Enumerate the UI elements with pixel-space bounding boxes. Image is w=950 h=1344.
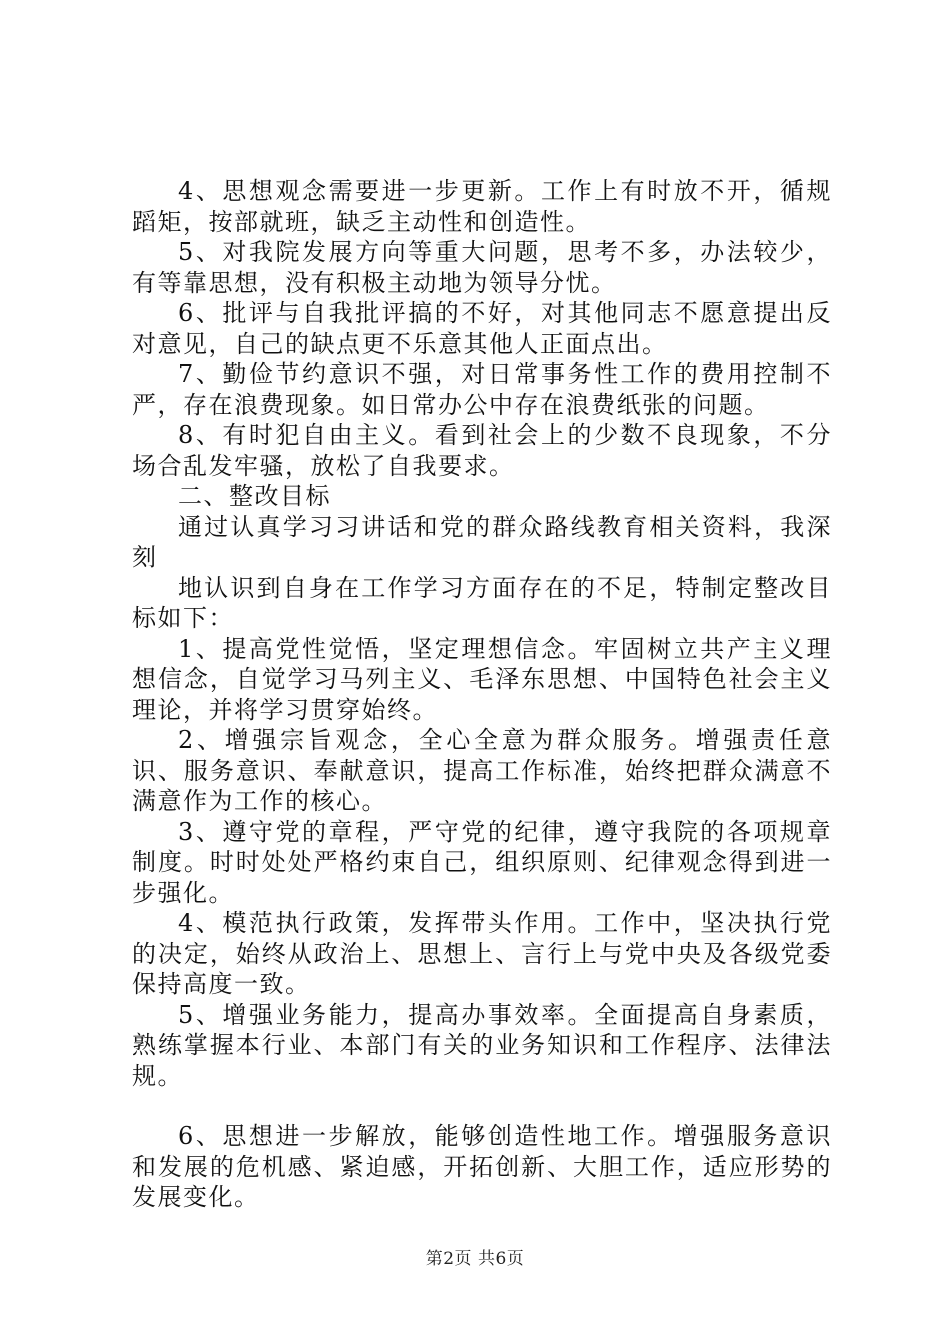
paragraph-intro-1: 通过认真学习习讲话和党的群众路线教育相关资料，我深刻 (132, 512, 832, 571)
paragraph-problem-8: 8、有时犯自由主义。看到社会上的少数不良现象，不分场合乱发牢骚，放松了自我要求。 (132, 421, 832, 480)
paragraph-goal-5: 5、增强业务能力，提高办事效率。全面提高自身素质，熟练掌握本行业、本部门有关的业务知识和工作程序、法律法规。 (132, 1000, 832, 1090)
section-heading: 二、整改目标 (178, 482, 331, 510)
paragraph-problem-4: 4、思想观念需要进一步更新。工作上有时放不开，循规蹈矩，按部就班，缺乏主动性和创造性。 (132, 177, 832, 236)
paragraph-goal-1: 1、提高党性觉悟，坚定理想信念。牢固树立共产主义理想信念，自觉学习马列主义、毛泽东思想、中国特色社会主义理论，并将学习贯穿始终。 (132, 634, 832, 724)
paragraph-goal-2: 2、增强宗旨观念，全心全意为群众服务。增强责任意识、服务意识、奉献意识，提高工作标准，始终把群众满意不满意作为工作的核心。 (132, 726, 832, 815)
page-footer: 第2页 共6页 (425, 1249, 525, 1269)
paragraph-goal-6: 6、思想进一步解放，能够创造性地工作。增强服务意识和发展的危机感、紧迫感，开拓创新、大胆工作，适应形势的发展变化。 (132, 1122, 832, 1211)
paragraph-goal-4: 4、模范执行政策，发挥带头作用。工作中，坚决执行党的决定，始终从政治上、思想上、言行上与党中央及各级党委保持高度一致。 (132, 909, 832, 998)
paragraph-goal-3: 3、遵守党的章程，严守党的纪律，遵守我院的各项规章制度。时时处处严格约束自己，组织原则、纪律观念得到进一步强化。 (132, 817, 832, 907)
document-body (132, 176, 832, 1213)
paragraph-intro-2: 地认识到自身在工作学习方面存在的不足，特制定整改目标如下： (132, 573, 832, 632)
paragraph-problem-6: 6、批评与自我批评搞的不好，对其他同志不愿意提出反对意见，自己的缺点更不乐意其他人正面点出。 (132, 299, 832, 358)
paragraph-problem-7: 7、勤俭节约意识不强，对日常事务性工作的费用控制不严，存在浪费现象。如日常办公中存在浪费纸张的问题。 (132, 360, 832, 419)
paragraph-problem-5: 5、对我院发展方向等重大问题，思考不多，办法较少，有等靠思想，没有积极主动地为领导分忧。 (132, 238, 832, 297)
